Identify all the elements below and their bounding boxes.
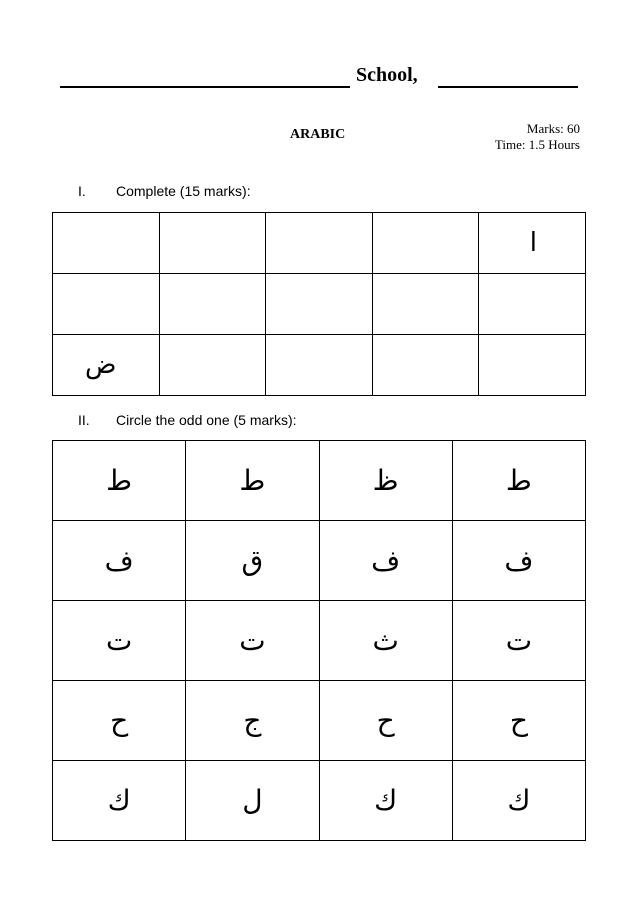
table-cell bbox=[266, 274, 373, 335]
table-cell: ا bbox=[479, 213, 586, 274]
letter-option[interactable]: ل bbox=[186, 761, 319, 841]
marks-time-block bbox=[495, 121, 580, 153]
letter-option[interactable]: ج bbox=[186, 681, 319, 761]
table-row bbox=[53, 213, 586, 274]
letter-option[interactable]: ث bbox=[319, 601, 452, 681]
table-cell bbox=[53, 213, 160, 274]
table-row bbox=[53, 335, 586, 396]
letter-option[interactable]: ك bbox=[319, 761, 452, 841]
letter-option[interactable]: ت bbox=[186, 601, 319, 681]
letter-option[interactable]: ط bbox=[53, 441, 186, 521]
letter-option[interactable]: ف bbox=[452, 521, 585, 601]
subject-title: ARABIC bbox=[290, 127, 346, 142]
section-1-title: Complete (15 marks): bbox=[116, 183, 251, 199]
table-row bbox=[53, 441, 586, 521]
table-cell bbox=[372, 213, 479, 274]
table-cell bbox=[266, 335, 373, 396]
table-cell bbox=[372, 335, 479, 396]
letter-option[interactable]: ق bbox=[186, 521, 319, 601]
school-name-blank bbox=[60, 86, 350, 88]
letter-option[interactable]: ت bbox=[452, 601, 585, 681]
table-cell bbox=[266, 213, 373, 274]
letter-option[interactable]: ح bbox=[452, 681, 585, 761]
odd-one-out-table bbox=[52, 440, 586, 841]
table-row bbox=[53, 521, 586, 601]
letter-option[interactable]: ط bbox=[452, 441, 585, 521]
table-cell bbox=[479, 274, 586, 335]
table-row bbox=[53, 761, 586, 841]
school-label: School, bbox=[356, 64, 418, 86]
table-row bbox=[53, 601, 586, 681]
table-cell bbox=[53, 274, 160, 335]
table-cell bbox=[159, 213, 266, 274]
letter-option[interactable]: ط bbox=[186, 441, 319, 521]
section-1-number: I. bbox=[78, 183, 86, 199]
section-1-heading bbox=[78, 183, 251, 199]
school-suffix-blank bbox=[438, 86, 578, 88]
table-cell bbox=[159, 274, 266, 335]
complete-letters-table bbox=[52, 212, 586, 396]
section-2-heading bbox=[78, 412, 297, 428]
letter-option[interactable]: ف bbox=[319, 521, 452, 601]
letter-option[interactable]: ح bbox=[319, 681, 452, 761]
table-cell: ض bbox=[53, 335, 160, 396]
table-cell bbox=[479, 335, 586, 396]
section-2-title: Circle the odd one (5 marks): bbox=[116, 412, 297, 428]
time-allowed: Time: 1.5 Hours bbox=[494, 137, 580, 152]
letter-option[interactable]: ت bbox=[53, 601, 186, 681]
section-2-number: II. bbox=[78, 412, 90, 428]
letter-option[interactable]: ك bbox=[53, 761, 186, 841]
table-row bbox=[53, 681, 586, 761]
school-header bbox=[58, 60, 582, 90]
table-row bbox=[53, 274, 586, 335]
letter-option[interactable]: ف bbox=[53, 521, 186, 601]
table-cell bbox=[372, 274, 479, 335]
total-marks: Marks: 60 bbox=[526, 121, 580, 136]
table-cell bbox=[159, 335, 266, 396]
letter-option[interactable]: ظ bbox=[319, 441, 452, 521]
letter-option[interactable]: ك bbox=[452, 761, 585, 841]
letter-option[interactable]: ح bbox=[53, 681, 186, 761]
